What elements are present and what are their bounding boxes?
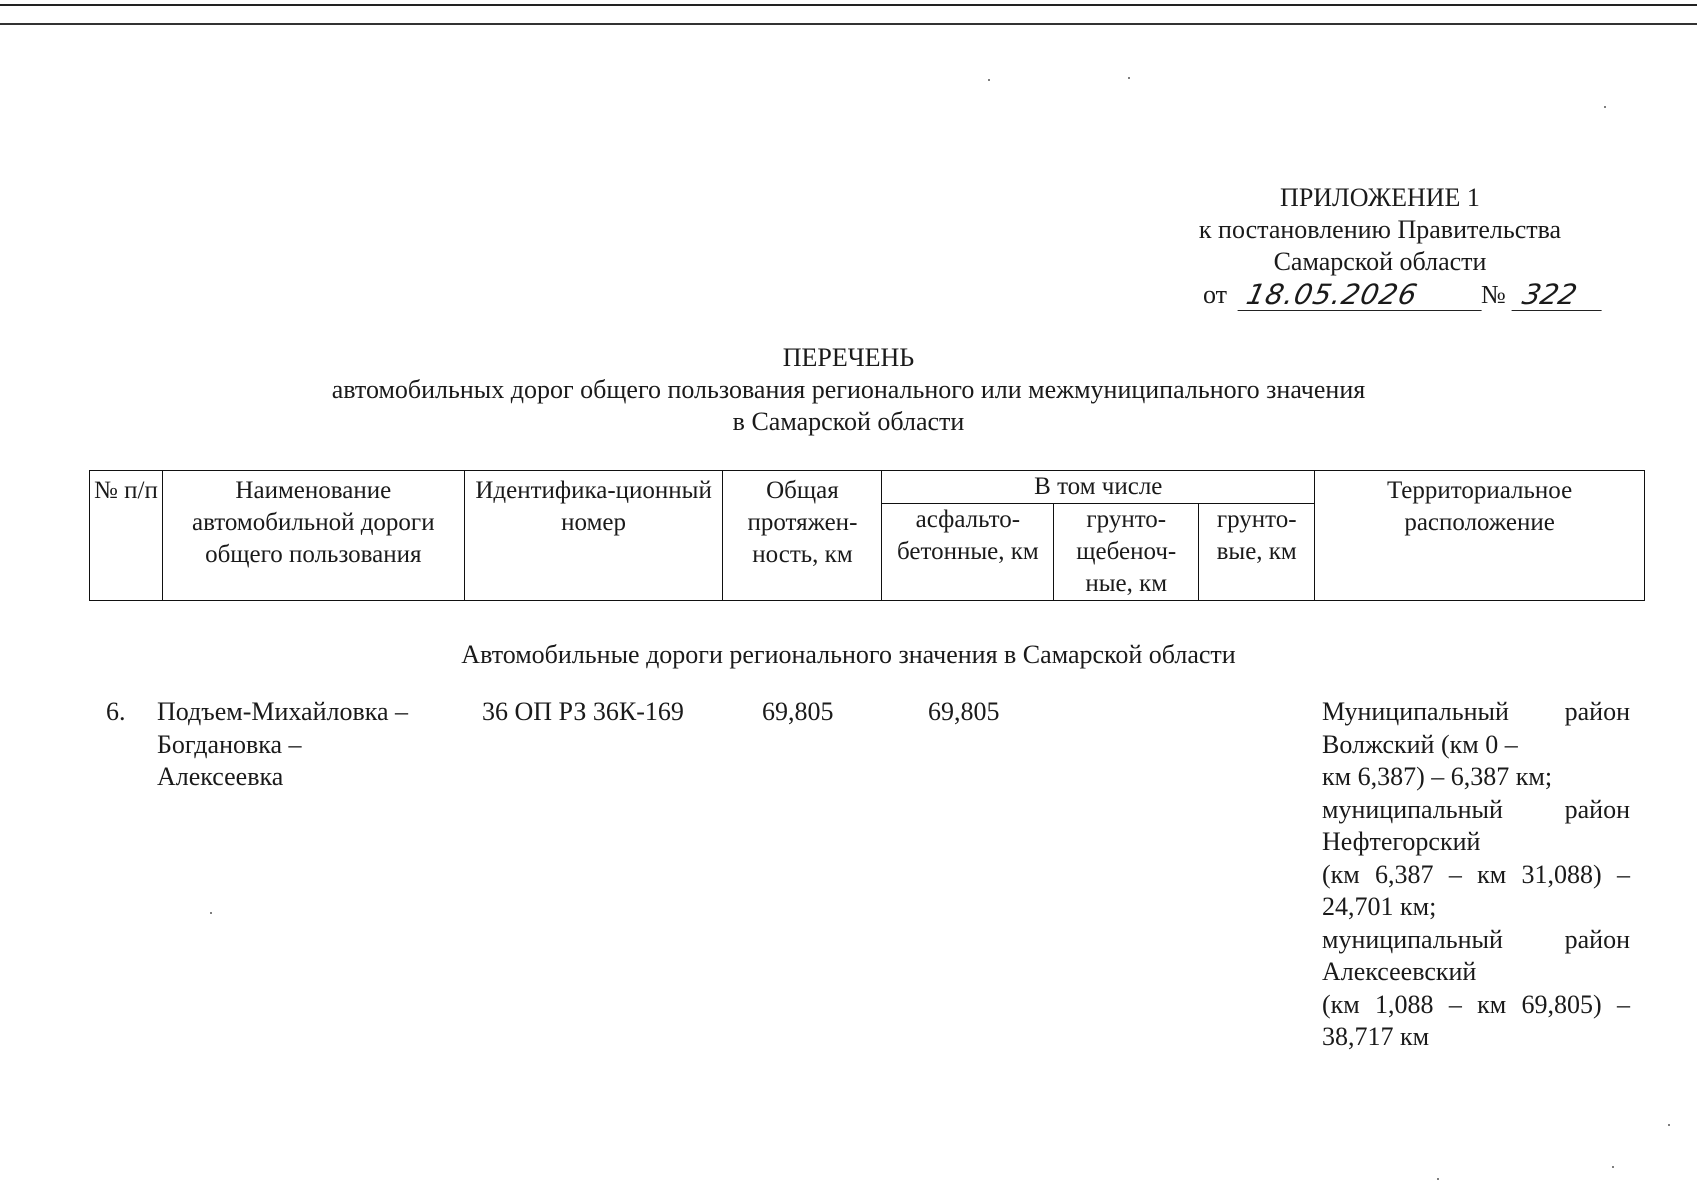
scan-speck [1604, 106, 1606, 108]
date-prefix: от [1203, 280, 1228, 309]
annex-block [1150, 182, 1610, 278]
scan-speck [1612, 1166, 1614, 1168]
road-name [157, 696, 457, 794]
header-ident: Идентифика-ционный номер [464, 471, 723, 601]
title-line-2: автомобильных дорог общего пользования регионального или межмуниципального значения [331, 375, 1366, 404]
scan-speck [210, 912, 212, 914]
annex-date-line [1203, 278, 1603, 314]
territory-line: Нефтегорский [1322, 827, 1481, 856]
annex-line-2: к постановлению Правительства [1198, 215, 1562, 244]
territory-line: 24,701 км; [1322, 892, 1437, 921]
scan-speck [988, 79, 990, 81]
header-territory: Территориальное расположение [1315, 471, 1645, 601]
title-heading: ПЕРЕЧЕНЬ [782, 343, 915, 372]
scan-speck [1128, 77, 1130, 79]
territory-line: км 6,387) – 6,387 км; [1322, 762, 1553, 791]
territory-line: муниципальный район [1322, 794, 1630, 824]
top-rule-2 [0, 23, 1697, 25]
header-asphalt: асфальто-бетонные, км [882, 504, 1054, 601]
road-asphalt-length: 69,805 [928, 697, 1000, 726]
road-territory [1322, 696, 1630, 1054]
top-rule [0, 4, 1697, 6]
handwritten-date: 18.05.2026 [1237, 278, 1488, 311]
road-ident: 36 ОП РЗ 36К-169 [482, 697, 684, 726]
road-total-length: 69,805 [762, 697, 834, 726]
road-name-line: Богдановка – [157, 729, 302, 759]
number-label: № [1481, 280, 1506, 309]
territory-line: Волжский (км 0 – [1322, 729, 1518, 759]
territory-line: (км 1,088 – км 69,805) – [1322, 989, 1630, 1019]
header-including: В том числе [882, 471, 1315, 504]
row-number: 6. [106, 697, 126, 726]
annex-title: ПРИЛОЖЕНИЕ 1 [1280, 183, 1480, 212]
scan-speck [1668, 1124, 1670, 1126]
territory-line: (км 6,387 – км 31,088) – [1322, 859, 1630, 889]
table-header [89, 470, 1645, 601]
road-name-line: Подъем-Михайловка – [157, 697, 409, 726]
title-line-3: в Самарской области [732, 407, 965, 436]
document-title [0, 342, 1697, 438]
section-title: Автомобильные дороги регионального значения в Самарской области [461, 640, 1236, 669]
header-total: Общая протяжен-ность, км [723, 471, 882, 601]
territory-line: 38,717 км [1322, 1022, 1430, 1051]
header-ground: грунто-вые, км [1199, 504, 1315, 601]
handwritten-number: 322 [1511, 278, 1608, 311]
annex-line-3: Самарской области [1273, 247, 1487, 276]
header-gravel: грунто-щебеноч-ные, км [1054, 504, 1199, 601]
territory-line: Алексеевский [1322, 957, 1477, 986]
territory-line: Муниципальный район [1322, 697, 1630, 726]
road-name-line: Алексеевка [157, 762, 284, 791]
header-name: Наименование автомобильной дороги общего пользования [162, 471, 464, 601]
territory-line: муниципальный район [1322, 924, 1630, 954]
scan-speck [1437, 1178, 1439, 1180]
header-no: № п/п [90, 471, 163, 601]
